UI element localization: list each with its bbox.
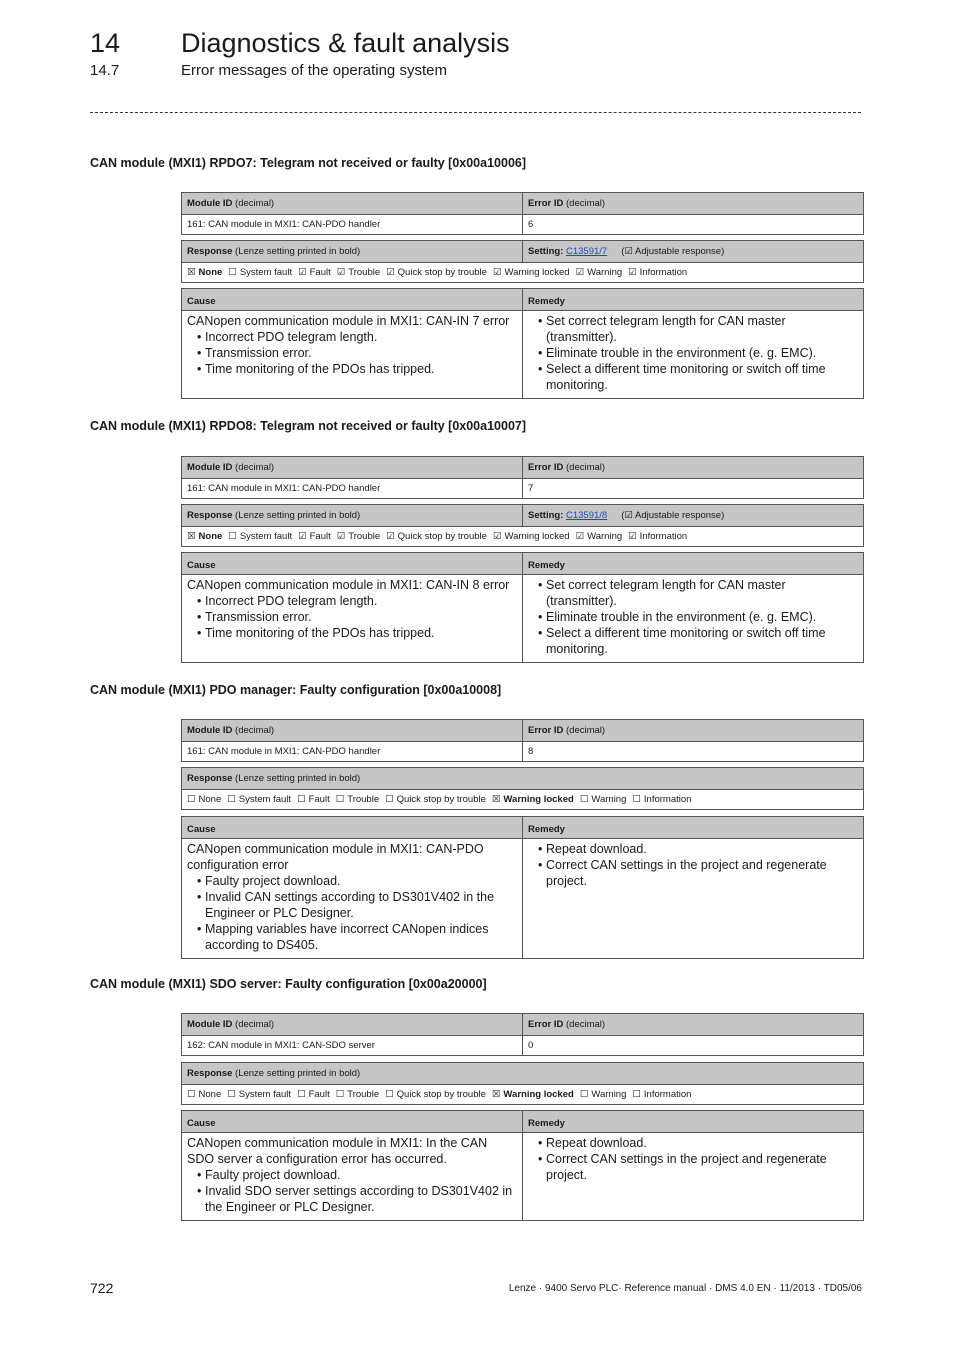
response-header: Response (Lenze setting printed in bold) bbox=[182, 768, 864, 790]
list-item: • Set correct telegram length for CAN master (transmitter). bbox=[528, 577, 858, 609]
response-option bbox=[228, 531, 292, 542]
error-section-title: CAN module (MXI1) PDO manager: Faulty configuration [0x00a10008] bbox=[90, 683, 502, 697]
list-item: • Time monitoring of the PDOs has tripped. bbox=[187, 625, 517, 641]
checkbox-icon: ☐ bbox=[579, 794, 589, 805]
list-item: • Invalid CAN settings according to DS301V402 in the Engineer or PLC Designer. bbox=[187, 889, 517, 921]
response-options bbox=[182, 1085, 864, 1105]
response-header: Response (Lenze setting printed in bold) bbox=[182, 241, 523, 263]
response-option bbox=[187, 794, 221, 805]
checkbox-icon: ☑ bbox=[492, 267, 502, 278]
response-option-label: Trouble bbox=[347, 1089, 380, 1100]
list-item: • Eliminate trouble in the environment (e. g. EMC). bbox=[528, 609, 858, 625]
module-id-value: 162: CAN module in MXI1: CAN-SDO server bbox=[182, 1036, 523, 1056]
setting-header: Setting: C13591/7 (☑ Adjustable response) bbox=[523, 241, 864, 263]
checkbox-icon: ☐ bbox=[385, 1089, 394, 1100]
checkbox-icon: ☑ bbox=[628, 531, 637, 542]
remedy-cell bbox=[523, 839, 864, 959]
section-number: 14.7 bbox=[90, 62, 120, 79]
module-id-header: Module ID (decimal) bbox=[182, 720, 523, 742]
response-option bbox=[187, 1089, 221, 1100]
checkbox-icon: ☐ bbox=[187, 794, 196, 805]
error-id-value: 6 bbox=[523, 215, 864, 235]
response-option-label: Trouble bbox=[348, 267, 381, 278]
checkbox-icon: ☑ bbox=[575, 267, 585, 278]
checkbox-icon: ☐ bbox=[335, 1089, 345, 1100]
response-option bbox=[298, 267, 331, 278]
cause-header: Cause bbox=[182, 289, 523, 311]
error-id-header: Error ID (decimal) bbox=[523, 193, 864, 215]
response-table bbox=[181, 504, 864, 547]
response-option bbox=[492, 1089, 574, 1100]
response-option-label: Fault bbox=[309, 531, 331, 542]
list-item: • Faulty project download. bbox=[187, 873, 517, 889]
response-option bbox=[187, 531, 222, 542]
response-option bbox=[187, 267, 222, 278]
response-option-label: Fault bbox=[309, 267, 331, 278]
checkbox-icon: ☒ bbox=[187, 531, 196, 542]
response-option bbox=[576, 267, 623, 278]
response-option bbox=[628, 531, 687, 542]
response-option bbox=[228, 267, 292, 278]
response-option-label: None bbox=[198, 1089, 222, 1100]
remedy-header: Remedy bbox=[523, 1111, 864, 1133]
response-option bbox=[493, 531, 570, 542]
checkbox-icon: ☒ bbox=[491, 1089, 501, 1100]
checkbox-icon: ☒ bbox=[491, 794, 501, 805]
error-id-header: Error ID (decimal) bbox=[523, 1014, 864, 1036]
list-item: • Transmission error. bbox=[187, 345, 517, 361]
response-option bbox=[628, 267, 687, 278]
response-options bbox=[182, 263, 864, 283]
response-option-label: System fault bbox=[239, 267, 293, 278]
response-option bbox=[336, 794, 379, 805]
response-option-label: Warning bbox=[587, 267, 623, 278]
response-option-label: Trouble bbox=[347, 794, 380, 805]
cause-remedy-table bbox=[181, 1110, 864, 1221]
response-option-label: Quick stop by trouble bbox=[397, 531, 487, 542]
response-option bbox=[386, 267, 487, 278]
cause-list bbox=[187, 329, 517, 377]
list-item: • Repeat download. bbox=[528, 1135, 858, 1151]
checkbox-icon: ☑ bbox=[386, 531, 395, 542]
module-id-header: Module ID (decimal) bbox=[182, 457, 523, 479]
list-item: • Repeat download. bbox=[528, 841, 858, 857]
response-option-label: System fault bbox=[239, 531, 293, 542]
response-option-label: None bbox=[198, 794, 222, 805]
list-item: • Transmission error. bbox=[187, 609, 517, 625]
checkbox-icon: ☐ bbox=[227, 794, 236, 805]
response-option-label: Quick stop by trouble bbox=[396, 1089, 486, 1100]
response-option bbox=[580, 794, 627, 805]
response-option bbox=[227, 1089, 291, 1100]
cause-remedy-table bbox=[181, 816, 864, 959]
response-option bbox=[580, 1089, 627, 1100]
list-item: • Time monitoring of the PDOs has tripped. bbox=[187, 361, 517, 377]
list-item: • Select a different time monitoring or switch off time monitoring. bbox=[528, 361, 858, 393]
error-id-value: 8 bbox=[523, 742, 864, 762]
remedy-cell bbox=[523, 575, 864, 663]
response-option-label: None bbox=[198, 267, 223, 278]
response-option-label: Warning locked bbox=[504, 531, 570, 542]
cause-text: CANopen communication module in MXI1: CAN-IN 7 error bbox=[187, 314, 510, 328]
cause-header: Cause bbox=[182, 817, 523, 839]
remedy-header: Remedy bbox=[523, 553, 864, 575]
checkbox-icon: ☐ bbox=[632, 794, 641, 805]
response-option-label: Information bbox=[639, 267, 688, 278]
response-option bbox=[336, 1089, 379, 1100]
response-option-label: Warning bbox=[591, 1089, 627, 1100]
response-option-label: System fault bbox=[238, 794, 292, 805]
checkbox-icon: ☐ bbox=[579, 1089, 589, 1100]
response-option bbox=[385, 794, 486, 805]
response-option-label: None bbox=[198, 531, 223, 542]
response-options bbox=[182, 527, 864, 547]
response-option-label: Warning locked bbox=[504, 267, 570, 278]
response-option-label: Information bbox=[643, 1089, 692, 1100]
module-id-header: Module ID (decimal) bbox=[182, 193, 523, 215]
checkbox-icon: ☑ bbox=[386, 267, 395, 278]
checkbox-icon: ☑ bbox=[298, 267, 307, 278]
response-option-label: Fault bbox=[308, 794, 330, 805]
cause-cell bbox=[182, 839, 523, 959]
checkbox-icon: ☑ bbox=[336, 531, 346, 542]
error-section-title: CAN module (MXI1) RPDO7: Telegram not received or faulty [0x00a10006] bbox=[90, 156, 527, 170]
checkbox-icon: ☐ bbox=[335, 794, 345, 805]
module-id-value: 161: CAN module in MXI1: CAN-PDO handler bbox=[182, 742, 523, 762]
remedy-header: Remedy bbox=[523, 817, 864, 839]
response-table bbox=[181, 1062, 864, 1105]
cause-list bbox=[187, 1167, 517, 1215]
list-item: • Select a different time monitoring or switch off time monitoring. bbox=[528, 625, 858, 657]
response-option bbox=[576, 531, 623, 542]
checkbox-icon: ☐ bbox=[632, 1089, 641, 1100]
response-option bbox=[227, 794, 291, 805]
error-id-header: Error ID (decimal) bbox=[523, 457, 864, 479]
list-item: • Correct CAN settings in the project and regenerate project. bbox=[528, 1151, 858, 1183]
checkbox-icon: ☐ bbox=[297, 1089, 306, 1100]
list-item: • Eliminate trouble in the environment (e. g. EMC). bbox=[528, 345, 858, 361]
remedy-list bbox=[528, 1135, 858, 1183]
checkbox-icon: ☐ bbox=[227, 1089, 236, 1100]
chapter-number: 14 bbox=[90, 28, 121, 58]
response-option-label: Quick stop by trouble bbox=[396, 794, 486, 805]
cause-list bbox=[187, 593, 517, 641]
module-id-value: 161: CAN module in MXI1: CAN-PDO handler bbox=[182, 479, 523, 499]
response-option bbox=[337, 267, 380, 278]
cause-remedy-table bbox=[181, 552, 864, 663]
remedy-cell bbox=[523, 1133, 864, 1221]
page-number: 722 bbox=[90, 1280, 114, 1296]
header-divider bbox=[90, 112, 861, 113]
response-option-label: Warning locked bbox=[503, 794, 574, 805]
error-id-table bbox=[181, 1013, 864, 1056]
setting-link[interactable]: C13591/7 bbox=[566, 246, 608, 257]
response-option-label: Trouble bbox=[348, 531, 381, 542]
checkbox-icon: ☑ bbox=[336, 267, 346, 278]
list-item: • Mapping variables have incorrect CANopen indices according to DS405. bbox=[187, 921, 517, 953]
cause-text: CANopen communication module in MXI1: CAN-IN 8 error bbox=[187, 578, 510, 592]
chapter-title: Diagnostics & fault analysis bbox=[181, 28, 510, 58]
cause-cell bbox=[182, 575, 523, 663]
response-option bbox=[385, 1089, 486, 1100]
response-option bbox=[337, 531, 380, 542]
error-section-title: CAN module (MXI1) SDO server: Faulty configuration [0x00a20000] bbox=[90, 977, 487, 991]
response-option-label: Warning bbox=[587, 531, 623, 542]
cause-text: CANopen communication module in MXI1: In the CAN SDO server a configuration error has occurred. bbox=[187, 1136, 488, 1166]
error-id-table bbox=[181, 456, 864, 499]
checkbox-icon: ☑ bbox=[298, 531, 307, 542]
list-item: • Set correct telegram length for CAN master (transmitter). bbox=[528, 313, 858, 345]
remedy-cell bbox=[523, 311, 864, 399]
response-table bbox=[181, 240, 864, 283]
error-id-table bbox=[181, 719, 864, 762]
error-section-title: CAN module (MXI1) RPDO8: Telegram not received or faulty [0x00a10007] bbox=[90, 419, 527, 433]
response-option-label: System fault bbox=[238, 1089, 292, 1100]
response-option bbox=[297, 1089, 330, 1100]
list-item: • Invalid SDO server settings according to DS301V402 in the Engineer or PLC Designer. bbox=[187, 1183, 517, 1215]
response-header: Response (Lenze setting printed in bold) bbox=[182, 505, 523, 527]
footer-doc-info: Lenze · 9400 Servo PLC· Reference manual · DMS 4.0 EN · 11/2013 · TD05/06 bbox=[508, 1283, 862, 1294]
checkbox-icon: ☐ bbox=[385, 794, 394, 805]
response-option-label: Information bbox=[643, 794, 692, 805]
error-id-table bbox=[181, 192, 864, 235]
response-table bbox=[181, 767, 864, 810]
response-option bbox=[632, 1089, 691, 1100]
checkbox-icon: ☐ bbox=[228, 531, 237, 542]
list-item: • Faulty project download. bbox=[187, 1167, 517, 1183]
checkbox-icon: ☐ bbox=[228, 267, 237, 278]
cause-cell bbox=[182, 1133, 523, 1221]
response-option bbox=[386, 531, 487, 542]
checkbox-icon: ☐ bbox=[187, 1089, 196, 1100]
checkbox-icon: ☑ bbox=[628, 267, 637, 278]
error-id-value: 7 bbox=[523, 479, 864, 499]
response-option-label: Fault bbox=[308, 1089, 330, 1100]
list-item: • Incorrect PDO telegram length. bbox=[187, 593, 517, 609]
response-option-label: Quick stop by trouble bbox=[397, 267, 487, 278]
response-option bbox=[297, 794, 330, 805]
error-id-header: Error ID (decimal) bbox=[523, 720, 864, 742]
list-item: • Incorrect PDO telegram length. bbox=[187, 329, 517, 345]
response-option-label: Information bbox=[639, 531, 688, 542]
response-option bbox=[492, 794, 574, 805]
checkbox-icon: ☑ bbox=[575, 531, 585, 542]
response-option-label: Warning bbox=[591, 794, 627, 805]
cause-cell bbox=[182, 311, 523, 399]
cause-list bbox=[187, 873, 517, 953]
response-options bbox=[182, 790, 864, 810]
cause-text: CANopen communication module in MXI1: CAN-PDO configuration error bbox=[187, 842, 484, 872]
list-item: • Correct CAN settings in the project and regenerate project. bbox=[528, 857, 858, 889]
response-option bbox=[493, 267, 570, 278]
module-id-value: 161: CAN module in MXI1: CAN-PDO handler bbox=[182, 215, 523, 235]
checkbox-icon: ☐ bbox=[297, 794, 306, 805]
response-option bbox=[632, 794, 691, 805]
error-id-value: 0 bbox=[523, 1036, 864, 1056]
setting-header: Setting: C13591/8 (☑ Adjustable response) bbox=[523, 505, 864, 527]
remedy-list bbox=[528, 841, 858, 889]
checkbox-icon: ☒ bbox=[187, 267, 196, 278]
remedy-header: Remedy bbox=[523, 289, 864, 311]
response-option-label: Warning locked bbox=[503, 1089, 574, 1100]
checkbox-icon: ☑ bbox=[492, 531, 502, 542]
cause-header: Cause bbox=[182, 553, 523, 575]
cause-remedy-table bbox=[181, 288, 864, 399]
module-id-header: Module ID (decimal) bbox=[182, 1014, 523, 1036]
remedy-list bbox=[528, 313, 858, 393]
response-option bbox=[298, 531, 331, 542]
remedy-list bbox=[528, 577, 858, 657]
setting-link[interactable]: C13591/8 bbox=[566, 510, 608, 521]
section-title: Error messages of the operating system bbox=[181, 62, 447, 79]
response-header: Response (Lenze setting printed in bold) bbox=[182, 1063, 864, 1085]
cause-header: Cause bbox=[182, 1111, 523, 1133]
